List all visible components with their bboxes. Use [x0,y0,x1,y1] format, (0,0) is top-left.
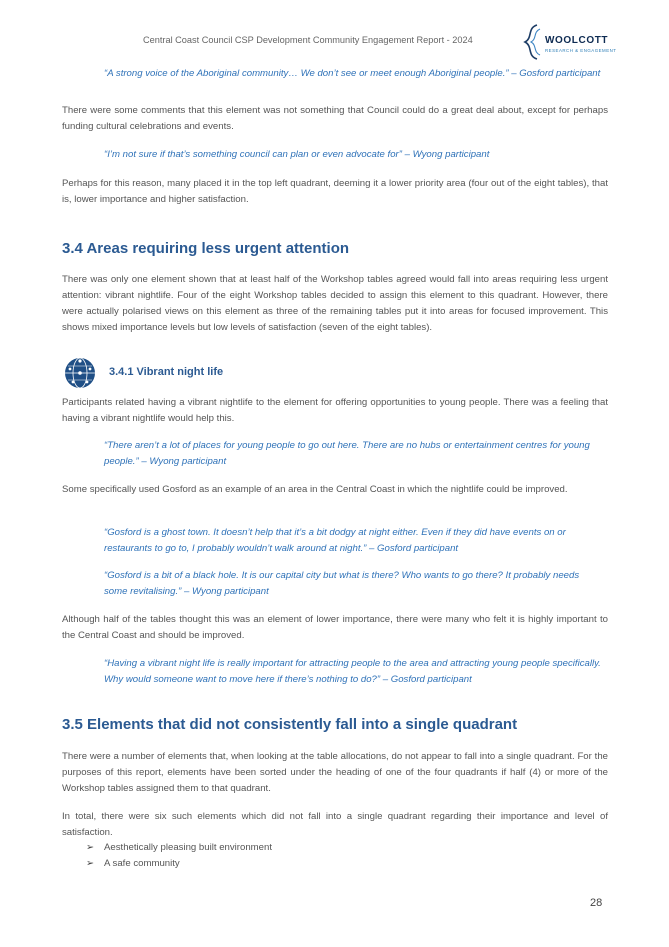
list-item-label: Aesthetically pleasing built environment [104,842,272,853]
paragraph-no-single-quadrant: There were a number of elements that, when looking at the table allocations, do not appear to fall into a single quadrant. For the purposes of this report, elements have been sorted under the heading of one of the four quadrants if half (4) or more of the Workshop tables assigned them to that quadrant. [62,751,608,794]
list-item [86,856,180,872]
quote-black-hole: “Gosford is a bit of a black hole. It is our capital city but what is there? Who wants to go there? It probably needs some revitalising.” – Wyong participant [104,570,580,597]
page-number: 28 [590,897,603,909]
paragraph-top-left-quadrant: Perhaps for this reason, many placed it in the top left quadrant, deeming it a lower priority area (four out of the eight tables), that is, lower importance and higher satisfaction. [62,178,608,205]
heading-3-5: 3.5 Elements that did not consistently fall into a single quadrant [62,716,518,733]
paragraph-six-elements: In total, there were six such elements which did not fall into a single quadrant regarding their importance and level of satisfaction. [62,811,608,838]
arrow-bullet-icon: ➢ [86,842,95,853]
logo-tagline: RESEARCH & ENGAGEMENT [545,48,617,53]
globe-network-icon [64,357,96,389]
list-item-label: A safe community [104,858,180,869]
quote-council-advocate: “I’m not sure if that’s something council can plan or even advocate for” – Wyong participant [104,149,490,160]
quote-aboriginal-voice: “A strong voice of the Aboriginal community… We don’t see or meet enough Aboriginal people.” – Gosford participant [104,68,601,79]
quote-attracting-people: “Having a vibrant night life is really important for attracting people to the area and attracting young people specifically. Why would someone want to move here if there’s nothing to do?” – Gosford participant [104,658,601,685]
logo-wordmark: WOOLCOTT [545,35,609,46]
arrow-bullet-icon: ➢ [86,858,95,869]
list-item [86,840,272,856]
heading-3-4: 3.4 Areas requiring less urgent attention [62,240,350,257]
quote-no-hubs: “There aren’t a lot of places for young people to go out here. There are no hubs or entertainment centres for young people.” – Wyong participant [104,440,590,467]
logo-bracket-icon [519,22,543,62]
paragraph-gosford-example: Some specifically used Gosford as an example of an area in the Central Coast in which the nightlife could be improved. [62,484,568,495]
woolcott-logo [519,22,617,62]
paragraph-young-people: Participants related having a vibrant nightlife to the element for offering opportunities to young people. There was a feeling that having a vibrant nightlife would help this. [62,397,608,424]
paragraph-less-urgent: There was only one element shown that at least half of the Workshop tables agreed would fall into areas requiring less urgent attention: vibrant nightlife. Four of the eight Workshop tables decided to assign this element to this quadrant. However, there were actually polarised views on this element as three of the remaining tables put it into areas for focused improvement. This shows mixed importance levels but low levels of satisfaction (seven of the eight tables). [62,274,608,333]
quote-ghost-town: “Gosford is a ghost town. It doesn’t help that it’s a bit dodgy at night either. Even if they did have events on or restaurants to go to, I probably wouldn’t walk around at night.” – Gosford participant [104,527,566,554]
paragraph-half-tables: Although half of the tables thought this was an element of lower importance, there were many who felt it is highly important to the Central Coast and should be improved. [62,614,608,641]
header-title: Central Coast Council CSP Development Community Engagement Report - 2024 [143,35,473,45]
paragraph-council-comments: There were some comments that this element was not something that Council could do a great deal about, except for perhaps funding cultural celebrations and events. [62,105,608,132]
heading-3-4-1: 3.4.1 Vibrant night life [109,366,224,378]
